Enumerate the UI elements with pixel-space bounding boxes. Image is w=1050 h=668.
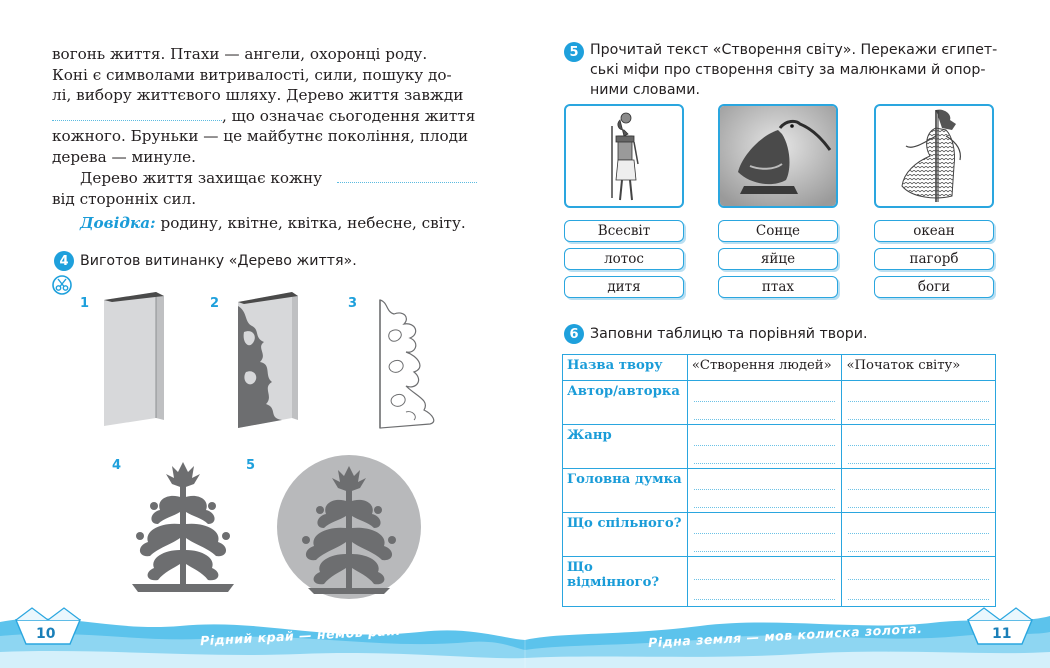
text-paragraph-1	[52, 44, 492, 167]
footer-motto: Рідна земля — мов колиска золота.	[647, 620, 923, 651]
folded-paper-step1	[104, 292, 166, 432]
text-line: Коні є символами витривалості, сили, пошуку до-	[52, 65, 452, 84]
page-number: 11	[992, 626, 1012, 642]
answer-cell[interactable]	[842, 469, 996, 513]
row-label-line: Що	[567, 560, 593, 575]
word-card: лотос	[564, 248, 684, 270]
answer-blank[interactable]	[337, 169, 477, 183]
table-row	[563, 513, 996, 557]
tree-of-life-cutout	[128, 458, 238, 598]
word-card: дитя	[564, 276, 684, 298]
task-title	[590, 40, 1010, 100]
text-line: вогонь життя. Птахи — ангели, охоронці роду.	[52, 45, 428, 63]
table-header-cell: «Створення людей»	[687, 355, 842, 381]
task-title-line: Прочитай текст «Створення світу». Перекажи єгипет-	[590, 42, 998, 58]
row-label: Жанр	[563, 425, 688, 469]
text-line: від сторонніх сил.	[52, 189, 197, 208]
word-card: боги	[874, 276, 994, 298]
table-row	[563, 381, 996, 425]
scissors-icon	[52, 275, 72, 295]
table-header-cell: Назва твору	[563, 355, 688, 381]
row-label: Головна думка	[563, 469, 688, 513]
hint	[52, 213, 492, 234]
cut-paper-step3	[376, 292, 442, 436]
row-label: Автор/авторка	[563, 381, 688, 425]
row-label-line: відмінного?	[567, 575, 660, 590]
step-number: 2	[210, 296, 220, 311]
answer-cell[interactable]	[842, 381, 996, 425]
step-number: 1	[80, 296, 90, 311]
text-line: Дерево життя захищає кожну	[80, 169, 323, 187]
word-card: океан	[874, 220, 994, 242]
hint-label: Довідка:	[80, 214, 156, 232]
answer-cell[interactable]	[687, 469, 842, 513]
text-line-with-blank	[52, 106, 492, 127]
answer-cell[interactable]	[842, 425, 996, 469]
answer-cell[interactable]	[687, 425, 842, 469]
row-label: Що спільного?	[563, 513, 688, 557]
text-line-with-blank	[52, 168, 492, 189]
tree-of-life-circle-cutout	[276, 454, 422, 604]
task-number-badge: 6	[564, 324, 584, 344]
hint-text: родину, квітне, квітка, небесне, світу.	[160, 214, 466, 232]
word-card: Всесвіт	[564, 220, 684, 242]
text-paragraph-2	[52, 168, 492, 209]
table-header-row	[563, 355, 996, 381]
footer-motto: Рідний край — немов рай.	[199, 622, 402, 649]
table-row	[563, 425, 996, 469]
answer-cell[interactable]	[842, 513, 996, 557]
task-title: Виготов витинанку «Дерево життя».	[80, 253, 357, 269]
word-card: птах	[718, 276, 838, 298]
task-title-line: ними словами.	[590, 82, 700, 98]
answer-cell[interactable]	[687, 381, 842, 425]
step-number: 3	[348, 296, 358, 311]
word-card: пагорб	[874, 248, 994, 270]
task-title: Заповни таблицю та порівняй твори.	[590, 326, 868, 342]
comparison-table	[562, 354, 996, 607]
page-number: 10	[36, 626, 56, 642]
answer-cell[interactable]	[687, 513, 842, 557]
task-number-badge: 4	[54, 251, 74, 271]
table-row	[563, 469, 996, 513]
step-number: 4	[112, 458, 122, 473]
folded-paper-step2	[238, 292, 300, 436]
text-line: , що означає сьогодення життя	[222, 106, 476, 125]
ra-figure-image	[564, 104, 684, 208]
step-number: 5	[246, 458, 256, 473]
word-card: Сонце	[718, 220, 838, 242]
text-line: кожного. Бруньки — це майбутнє покоління, плоди	[52, 127, 469, 145]
text-line: дерева — минуле.	[52, 147, 196, 166]
text-line: лі, вибору життєвого шляху. Дерево життя завжди	[52, 86, 464, 104]
task-title-line: ські міфи про створення світу за малюнками й опор-	[590, 62, 986, 78]
goddess-figure-image	[874, 104, 994, 208]
task-number-badge: 5	[564, 42, 584, 62]
word-card: яйце	[718, 248, 838, 270]
table-header-cell: «Початок світу»	[842, 355, 996, 381]
answer-blank[interactable]	[52, 107, 222, 121]
ibis-statue-image	[718, 104, 838, 208]
